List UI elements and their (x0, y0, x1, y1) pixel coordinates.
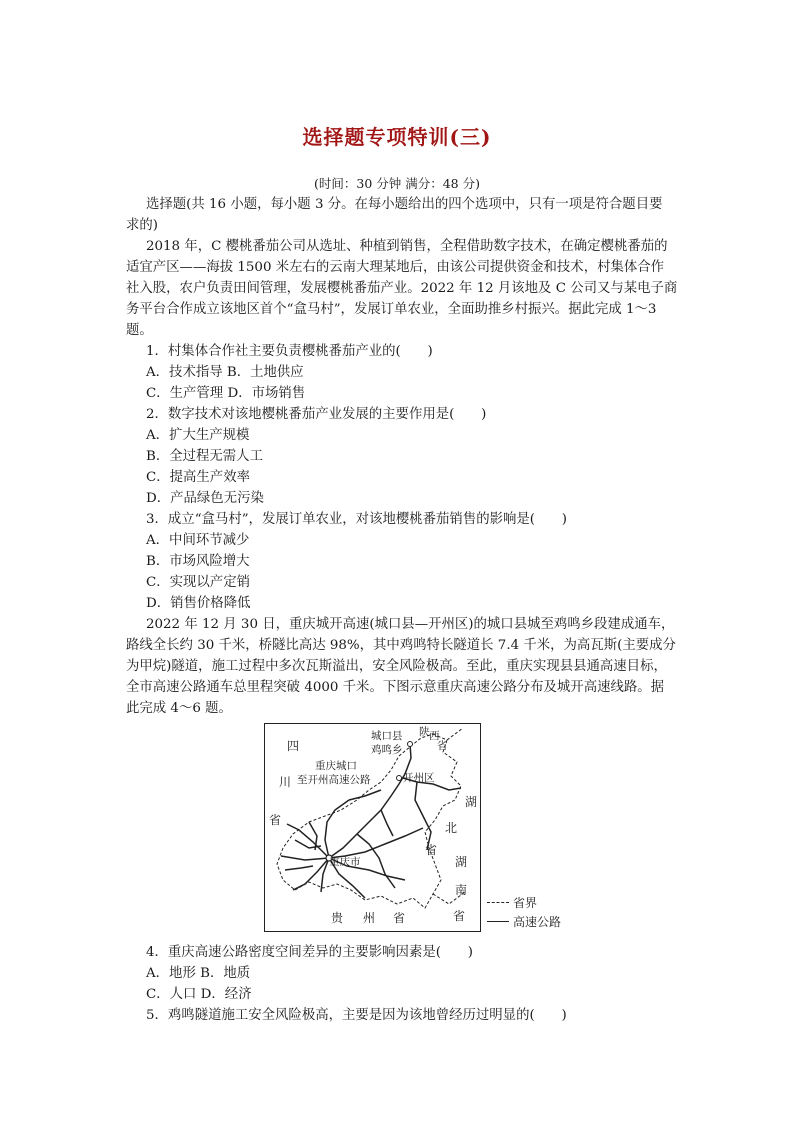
chongqing-highway-map (264, 723, 481, 932)
answer-option: D．产品绿色无污染 (146, 491, 264, 506)
text-line: 题。 (126, 323, 153, 338)
highway-line-symbol (487, 921, 509, 922)
answer-option: C．生产管理 D．市场销售 (146, 386, 306, 401)
label-sheng-south: 省 (453, 909, 466, 923)
label-chengkou: 城口县 (371, 730, 403, 742)
label-gui: 贵 (331, 911, 344, 925)
question-stem: 5．鸡鸣隧道施工安全风险极高，主要是因为该地曾经历过明显的( ) (146, 1008, 567, 1023)
label-highway-line2: 至开州高速公路 (297, 774, 371, 786)
label-sheng-west: 省 (269, 813, 282, 827)
answer-option: A．技术指导 B．土地供应 (146, 365, 304, 380)
answer-option: C．实现以产定销 (146, 575, 250, 590)
legend-boundary-label: 省界 (513, 896, 538, 910)
legend-boundary (487, 893, 561, 912)
answer-option: B．全过程无需人工 (146, 449, 263, 464)
label-bei: 北 (445, 821, 458, 835)
kaizhou-marker (397, 776, 402, 781)
label-shaan: 陕 (419, 726, 430, 738)
label-sheng-north: 省 (437, 740, 448, 752)
text-line: 路线全长约 30 千米，桥隧比高达 98%，其中鸡鸣特长隧道长 7.4 千米，为高瓦斯(主要成分 (126, 638, 676, 653)
label-chongqing-city: 重庆市 (329, 856, 361, 868)
text-line: 2018 年，C 樱桃番茄公司从选址、种植到销售，全程借助数字技术，在确定樱桃番茄的 (146, 239, 668, 254)
label-sheng-east: 省 (425, 843, 438, 857)
chengkou-marker (408, 742, 413, 747)
boundary-line-symbol (487, 902, 509, 903)
label-nan: 南 (455, 883, 468, 897)
label-highway-line1: 重庆城口 (315, 760, 357, 772)
question-stem: 1．村集体合作社主要负责樱桃番茄产业的( ) (146, 344, 433, 359)
text-line: 适宜产区——海拔 1500 米左右的云南大理某地后，由该公司提供资金和技术，村集体合作 (126, 260, 665, 275)
label-hu-east: 湖 (465, 795, 478, 809)
text-line: 务平台合作成立该地区首个“盒马村”，发展订单农业，全面助推乡村振兴。据此完成 1～3 (126, 302, 657, 317)
page-title: 选择题专项特训(三) (302, 125, 492, 149)
question-stem: 2．数字技术对该地樱桃番茄产业发展的主要作用是( ) (146, 407, 487, 422)
answer-option: A．扩大生产规模 (146, 428, 250, 443)
answer-option: A．地形 B．地质 (146, 966, 251, 981)
label-kaizhou: 开州区 (403, 772, 435, 784)
map-legend (487, 893, 561, 931)
answer-option: C．提高生产效率 (146, 470, 250, 485)
answer-option: B．市场风险增大 (146, 554, 250, 569)
text-line: 求的) (126, 218, 159, 233)
exam-meta: (时间：30 分钟 满分：48 分) (314, 176, 480, 191)
legend-highway-label: 高速公路 (513, 915, 562, 929)
label-sheng-bottom: 省 (393, 911, 406, 925)
text-line: 全市高速公路通车总里程突破 4000 千米。下图示意重庆高速公路分布及城开高速线路。据 (126, 680, 665, 695)
question-stem: 4．重庆高速公路密度空间差异的主要影响因素是( ) (146, 945, 473, 960)
text-line: 为甲烷)隧道，施工过程中多次瓦斯溢出，安全风险极高。至此，重庆实现县县通高速目标， (126, 659, 667, 674)
label-zhou: 州 (363, 911, 376, 925)
legend-highway (487, 912, 561, 931)
text-line: 2022 年 12 月 30 日，重庆城开高速(城口县—开州区)的城口县城至鸡鸣乡段建成通车， (146, 617, 675, 632)
label-hu-south: 湖 (455, 855, 468, 869)
question-stem: 3．成立“盒马村”，发展订单农业，对该地樱桃番茄销售的影响是( ) (146, 512, 567, 527)
answer-option: C．人口 D．经济 (146, 987, 252, 1002)
label-chuan: 川 (279, 775, 292, 789)
label-jiming: 鸡鸣乡 (371, 744, 403, 756)
label-xi: 西 (429, 730, 440, 742)
province-boundary-east (447, 728, 463, 740)
text-line: 社入股，农户负责田间管理，发展樱桃番茄产业。2022 年 12 月该地及 C 公司又与某电子商 (126, 281, 678, 296)
answer-option: A．中间环节减少 (146, 533, 250, 548)
answer-option: D．销售价格降低 (146, 596, 251, 611)
text-line: 此完成 4～6 题。 (126, 701, 232, 716)
label-si: 四 (287, 739, 300, 753)
text-line: 选择题(共 16 小题，每小题 3 分。在每小题给出的四个选项中，只有一项是符合题目要 (146, 197, 663, 212)
